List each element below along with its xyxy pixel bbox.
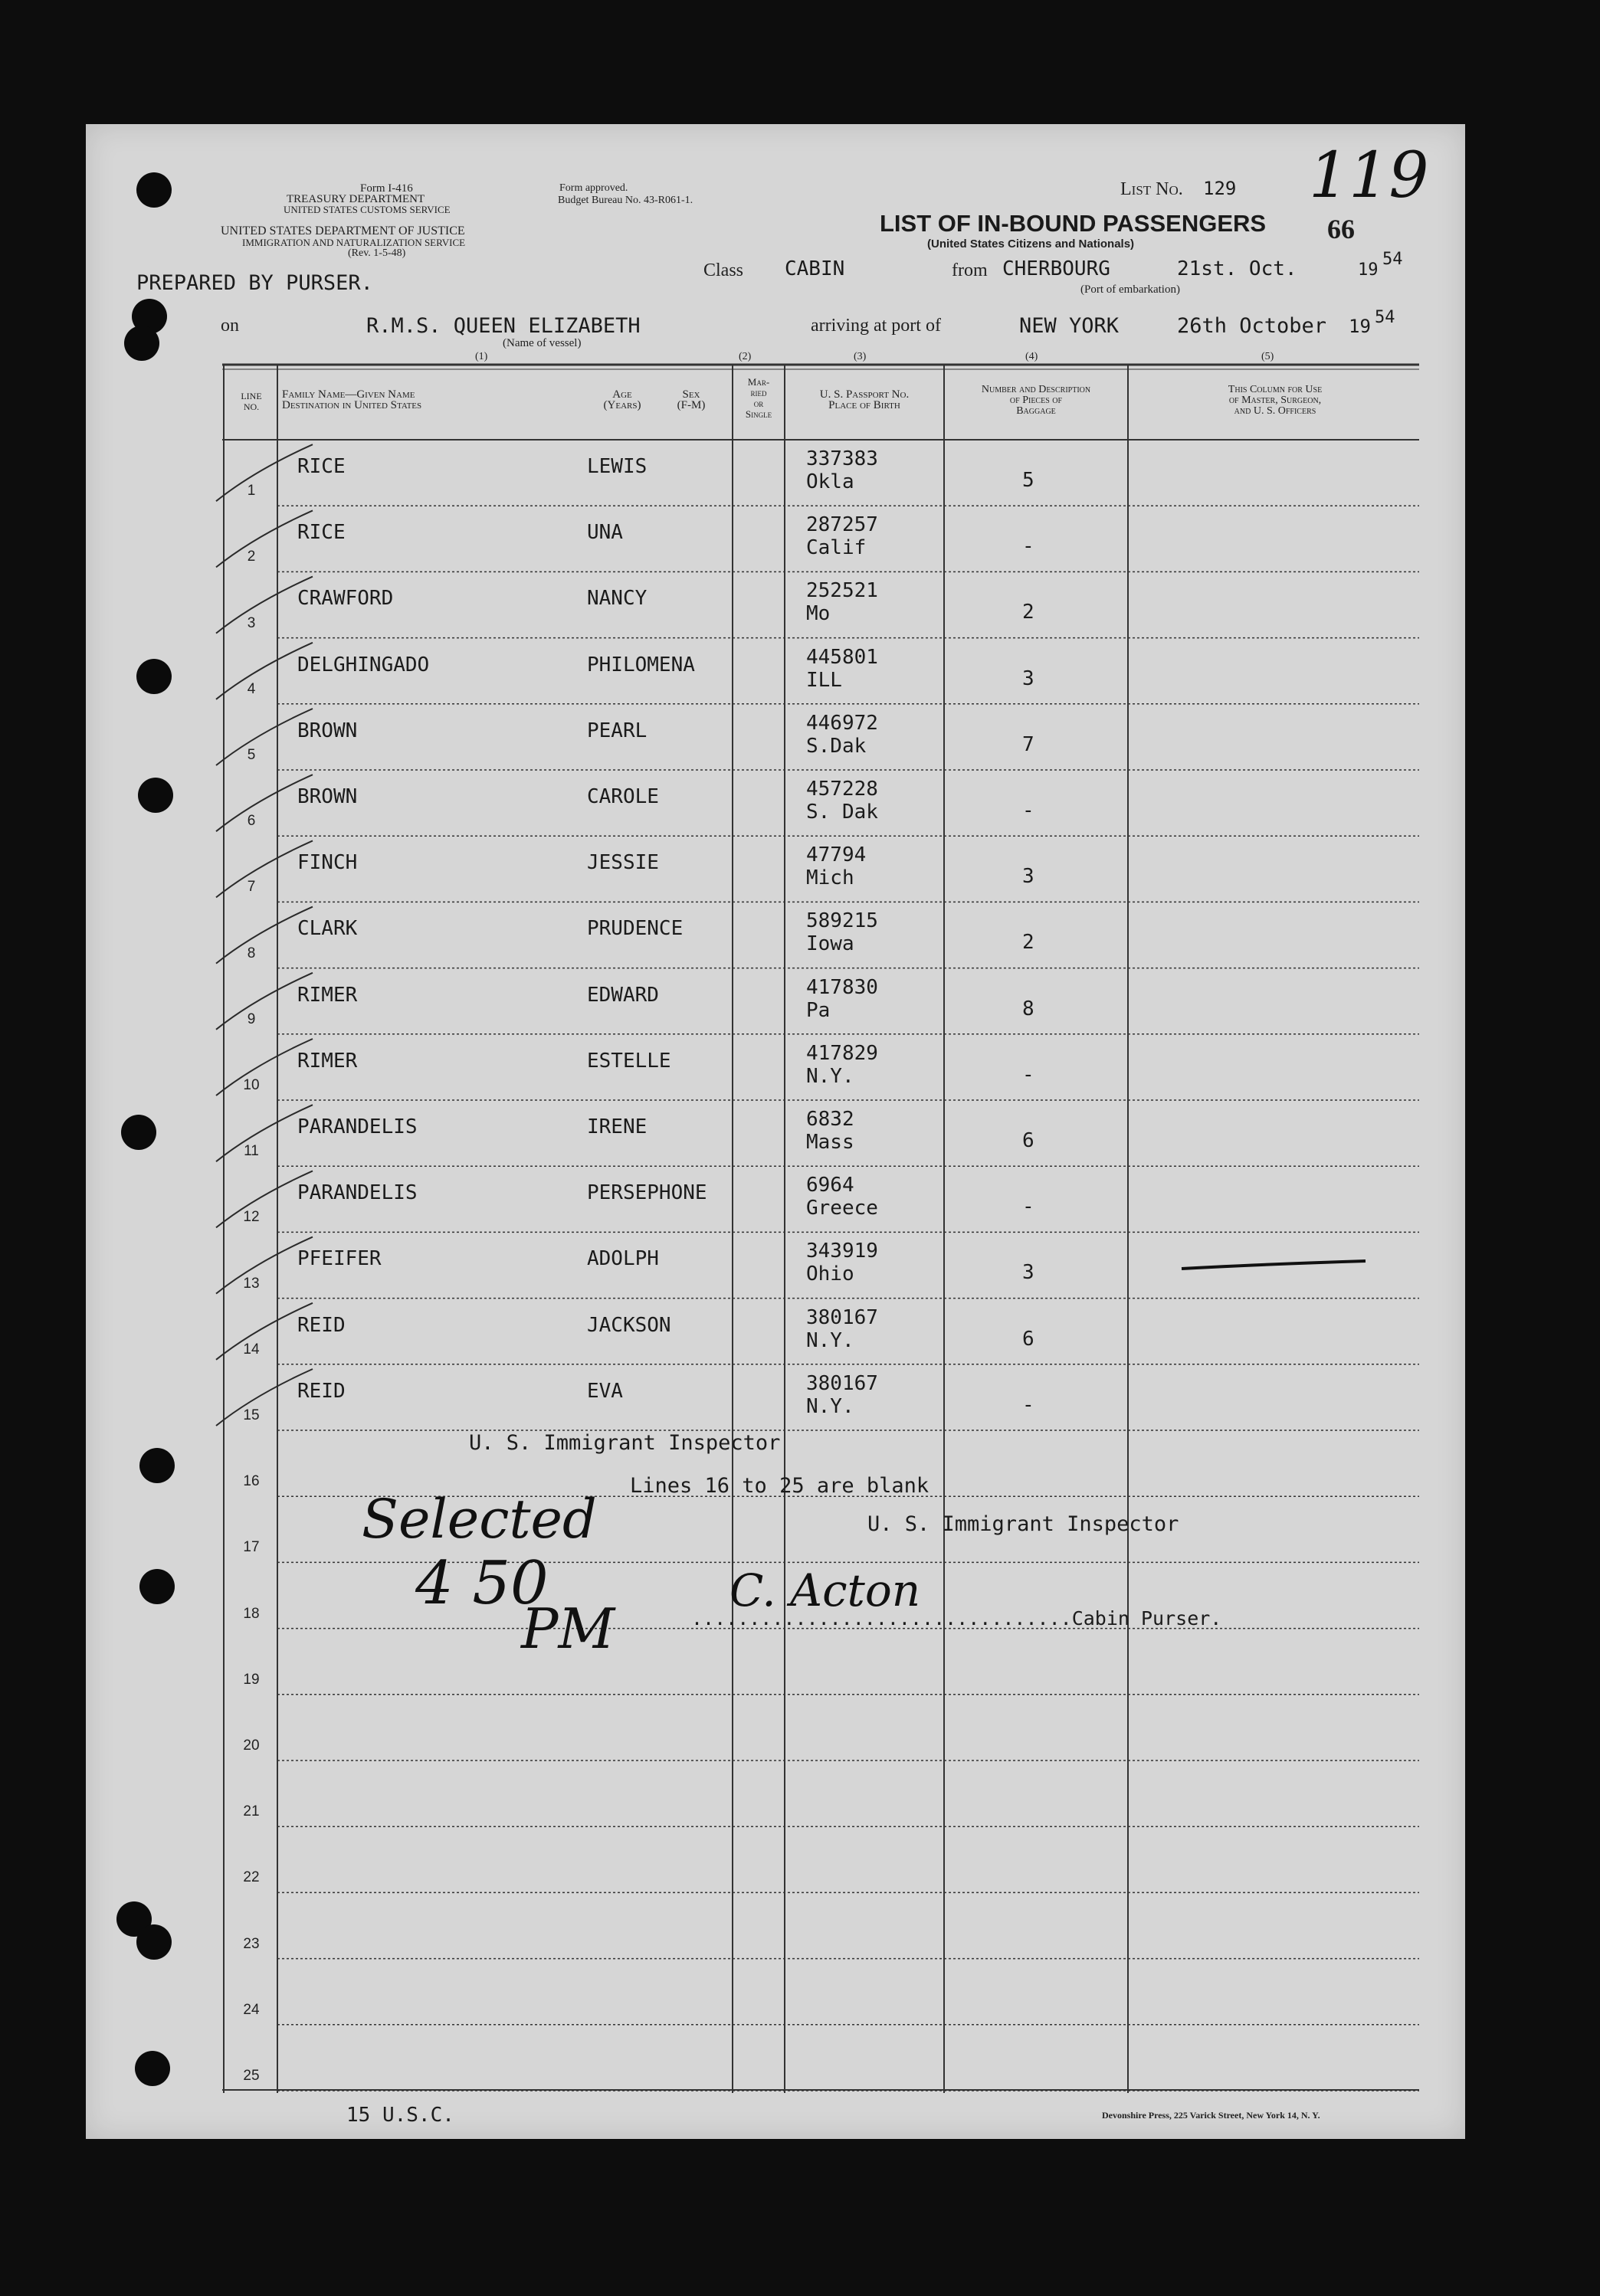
punch-hole bbox=[138, 778, 173, 813]
baggage-count: 6 bbox=[1022, 1327, 1034, 1351]
ink-stroke bbox=[1174, 1250, 1373, 1281]
family-name: DELGHINGADO bbox=[297, 653, 430, 676]
place-of-birth: Pa bbox=[806, 998, 831, 1022]
family-name: BROWN bbox=[297, 785, 358, 808]
baggage-count: 8 bbox=[1022, 997, 1034, 1020]
line-number: 11 bbox=[244, 1143, 259, 1160]
arriving-label: arriving at port of bbox=[811, 316, 941, 336]
purser-signature: C. Acton bbox=[730, 1564, 921, 1616]
baggage-count: - bbox=[1022, 1063, 1034, 1086]
given-name: PERSEPHONE bbox=[587, 1181, 707, 1205]
embarkation-date: 21st. Oct. bbox=[1177, 257, 1297, 280]
manifest-sheet bbox=[86, 124, 1465, 2139]
family-name: PFEIFER bbox=[297, 1247, 382, 1271]
line-number: 15 bbox=[243, 1407, 260, 1423]
punch-hole bbox=[136, 1924, 172, 1960]
class-value: CABIN bbox=[785, 257, 845, 280]
place-of-birth: Ohio bbox=[806, 1263, 854, 1286]
family-name: REID bbox=[297, 1379, 346, 1403]
line-number: 6 bbox=[247, 813, 256, 830]
given-name: ESTELLE bbox=[587, 1049, 671, 1073]
class-label: Class bbox=[703, 260, 744, 280]
place-of-birth: S. Dak bbox=[806, 801, 878, 824]
form-title: LIST OF IN-BOUND PASSENGERS bbox=[880, 210, 1267, 237]
form-approved: Form approved. bbox=[559, 182, 628, 194]
given-name: PEARL bbox=[587, 719, 648, 742]
line-number: 9 bbox=[247, 1010, 256, 1027]
given-name: UNA bbox=[587, 521, 623, 545]
given-name: PRUDENCE bbox=[587, 917, 684, 941]
page-number: 66 bbox=[1327, 214, 1355, 244]
family-name: RICE bbox=[297, 521, 346, 545]
prepared-by: PREPARED BY PURSER. bbox=[136, 271, 373, 295]
family-name: PARANDELIS bbox=[297, 1115, 418, 1138]
colnum-3: (3) bbox=[854, 351, 867, 362]
cabin-purser-line: .................................Cabin Purser. bbox=[691, 1607, 1222, 1629]
baggage-count: 3 bbox=[1022, 865, 1034, 889]
given-name: ADOLPH bbox=[587, 1247, 659, 1271]
line-number: 25 bbox=[243, 2068, 260, 2084]
port-of-embarkation: CHERBOURG bbox=[1002, 257, 1110, 280]
vessel-name: R.M.S. QUEEN ELIZABETH bbox=[366, 314, 641, 338]
inspector-note-top: U. S. Immigrant Inspector bbox=[469, 1431, 781, 1455]
header-age: Age (Years) bbox=[603, 388, 641, 411]
place-of-birth: ILL bbox=[806, 668, 842, 692]
line-number: 20 bbox=[243, 1738, 260, 1754]
doj-label: UNITED STATES DEPARTMENT OF JUSTICE bbox=[221, 224, 465, 237]
place-of-birth: Iowa bbox=[806, 932, 854, 956]
passport-number: 457228 bbox=[806, 778, 878, 801]
place-of-birth: Mich bbox=[806, 866, 854, 890]
header-officers: This Column for Use of Master, Surgeon, and U. S. Officers bbox=[1228, 384, 1323, 417]
family-name: RIMER bbox=[297, 1049, 358, 1073]
passport-number: 47794 bbox=[806, 843, 867, 867]
baggage-count: 2 bbox=[1022, 931, 1034, 955]
punch-hole bbox=[136, 172, 172, 208]
place-of-birth: N.Y. bbox=[806, 1064, 854, 1088]
line-number: 17 bbox=[243, 1539, 260, 1556]
header-sex: Sex (F-M) bbox=[677, 388, 706, 411]
year-embarkation: 54 bbox=[1382, 250, 1403, 269]
line-number: 24 bbox=[243, 2001, 260, 2018]
given-name: EDWARD bbox=[587, 983, 659, 1007]
place-of-birth: Calif bbox=[806, 536, 867, 560]
year-prefix-1: 19 bbox=[1358, 260, 1379, 280]
punch-hole bbox=[135, 2051, 170, 2086]
family-name: REID bbox=[297, 1313, 346, 1337]
passport-number: 380167 bbox=[806, 1305, 878, 1329]
baggage-count: - bbox=[1022, 1393, 1034, 1417]
place-of-birth: Okla bbox=[806, 470, 854, 493]
place-of-birth: Mo bbox=[806, 602, 831, 626]
line-number: 19 bbox=[243, 1671, 260, 1688]
baggage-count: 5 bbox=[1022, 469, 1034, 492]
year-prefix-2: 19 bbox=[1349, 316, 1371, 337]
line-number: 18 bbox=[243, 1605, 260, 1622]
baggage-count: - bbox=[1022, 1195, 1034, 1219]
colnum-5: (5) bbox=[1261, 351, 1274, 362]
line-number: 1 bbox=[247, 483, 256, 499]
lines-blank-note: Lines 16 to 25 are blank bbox=[630, 1474, 930, 1498]
from-label: from bbox=[952, 260, 988, 280]
passport-number: 380167 bbox=[806, 1371, 878, 1395]
port-caption: (Port of embarkation) bbox=[1080, 283, 1180, 296]
passport-number: 417829 bbox=[806, 1041, 878, 1065]
passport-number: 337383 bbox=[806, 447, 878, 470]
treasury-label: TREASURY DEPARTMENT bbox=[287, 193, 425, 205]
list-no-value: 129 bbox=[1203, 178, 1237, 199]
customs-label: UNITED STATES CUSTOMS SERVICE bbox=[284, 204, 451, 215]
passport-number: 6832 bbox=[806, 1108, 854, 1131]
family-name: RICE bbox=[297, 455, 346, 478]
passport-number: 252521 bbox=[806, 579, 878, 603]
baggage-count: - bbox=[1022, 535, 1034, 558]
budget-bureau: Budget Bureau No. 43-R061-1. bbox=[558, 195, 693, 206]
footer-usc: 15 U.S.C. bbox=[346, 2104, 454, 2127]
given-name: IRENE bbox=[587, 1115, 648, 1138]
punch-hole bbox=[121, 1115, 156, 1150]
baggage-count: 7 bbox=[1022, 732, 1034, 756]
given-name: NANCY bbox=[587, 587, 648, 611]
baggage-count: 6 bbox=[1022, 1129, 1034, 1152]
form-subtitle: (United States Citizens and Nationals) bbox=[927, 237, 1135, 251]
passport-number: 589215 bbox=[806, 909, 878, 933]
ins-label: IMMIGRATION AND NATURALIZATION SERVICE bbox=[242, 237, 466, 248]
given-name: LEWIS bbox=[587, 455, 648, 478]
header-passport: U. S. Passport No. Place of Birth bbox=[819, 388, 910, 411]
passport-number: 446972 bbox=[806, 711, 878, 735]
baggage-count: - bbox=[1022, 799, 1034, 822]
line-number: 2 bbox=[247, 549, 256, 565]
line-number: 13 bbox=[243, 1275, 260, 1292]
given-name: JACKSON bbox=[587, 1313, 671, 1337]
family-name: PARANDELIS bbox=[297, 1181, 418, 1205]
line-number: 7 bbox=[247, 879, 256, 896]
header-baggage: Number and Description of Pieces of Baggage bbox=[981, 384, 1091, 417]
header-married: Mar- ried or Single bbox=[745, 376, 772, 420]
passport-number: 417830 bbox=[806, 975, 878, 999]
passport-number: 287257 bbox=[806, 513, 878, 537]
punch-hole bbox=[124, 326, 159, 361]
line-number: 10 bbox=[243, 1077, 260, 1093]
place-of-birth: S.Dak bbox=[806, 734, 867, 758]
header-name: Family Name—Given Name Destination in United States bbox=[282, 388, 422, 411]
year-arrival: 54 bbox=[1375, 308, 1395, 327]
baggage-count: 3 bbox=[1022, 1261, 1034, 1285]
line-number: 5 bbox=[247, 747, 256, 763]
line-number: 12 bbox=[243, 1209, 260, 1226]
place-of-birth: Mass bbox=[806, 1131, 854, 1154]
vessel-caption: (Name of vessel) bbox=[503, 337, 582, 349]
passport-number: 445801 bbox=[806, 645, 878, 669]
family-name: RIMER bbox=[297, 983, 358, 1007]
colnum-2: (2) bbox=[739, 351, 752, 362]
punch-hole bbox=[139, 1569, 175, 1604]
given-name: CAROLE bbox=[587, 785, 659, 808]
passport-number: 343919 bbox=[806, 1240, 878, 1263]
given-name: JESSIE bbox=[587, 851, 659, 875]
line-number: 14 bbox=[243, 1341, 260, 1358]
punch-hole bbox=[136, 659, 172, 694]
given-name: PHILOMENA bbox=[587, 653, 695, 676]
handwritten-page-number: 119 bbox=[1309, 139, 1429, 212]
family-name: BROWN bbox=[297, 719, 358, 742]
family-name: FINCH bbox=[297, 851, 358, 875]
place-of-birth: N.Y. bbox=[806, 1328, 854, 1352]
line-number: 3 bbox=[247, 614, 256, 631]
inspector-note-right: U. S. Immigrant Inspector bbox=[867, 1512, 1179, 1536]
list-no-label: List No. bbox=[1120, 179, 1183, 199]
punch-hole bbox=[139, 1448, 175, 1483]
form-number: Form I-416 bbox=[360, 182, 413, 195]
baggage-count: 2 bbox=[1022, 601, 1034, 624]
table-grid bbox=[86, 124, 1465, 2139]
place-of-birth: Greece bbox=[806, 1197, 878, 1220]
handwritten-selected: Selected bbox=[362, 1488, 597, 1551]
family-name: CRAWFORD bbox=[297, 587, 394, 611]
handwritten-time: 4 50 bbox=[415, 1549, 549, 1618]
given-name: EVA bbox=[587, 1379, 623, 1403]
colnum-4: (4) bbox=[1025, 351, 1038, 362]
colnum-1: (1) bbox=[475, 351, 488, 362]
footer-printer: Devonshire Press, 225 Varick Street, New York 14, N. Y. bbox=[1102, 2110, 1320, 2121]
line-number: 4 bbox=[247, 680, 256, 697]
line-number: 23 bbox=[243, 1935, 260, 1952]
baggage-count: 3 bbox=[1022, 667, 1034, 690]
handwritten-pm: PM bbox=[521, 1597, 615, 1661]
line-number: 8 bbox=[247, 945, 256, 961]
line-number: 22 bbox=[243, 1869, 260, 1886]
header-line-no: LINE NO. bbox=[241, 391, 262, 412]
family-name: CLARK bbox=[297, 917, 358, 941]
on-label: on bbox=[221, 316, 239, 336]
line-number: 21 bbox=[243, 1803, 260, 1820]
line-number: 16 bbox=[243, 1473, 260, 1490]
arrival-port: NEW YORK bbox=[1019, 314, 1120, 338]
passport-number: 6964 bbox=[806, 1174, 854, 1197]
rev-label: (Rev. 1-5-48) bbox=[348, 247, 406, 259]
arrival-date: 26th October bbox=[1177, 314, 1327, 338]
place-of-birth: N.Y. bbox=[806, 1394, 854, 1418]
